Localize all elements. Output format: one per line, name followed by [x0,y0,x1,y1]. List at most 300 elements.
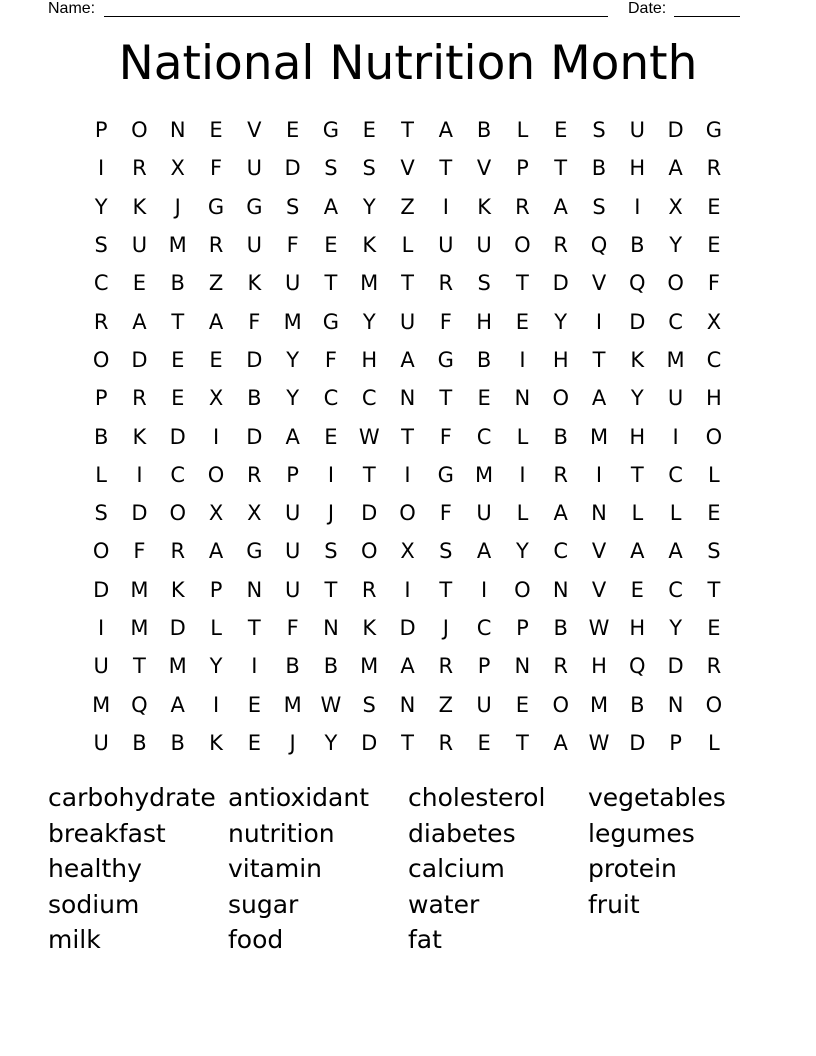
grid-letter: L [210,616,222,640]
grid-letter: U [476,501,492,526]
grid-letter: A [476,539,492,564]
word-bank-item: nutrition [228,818,335,848]
grid-letter: B [630,692,645,717]
word-bank-item: fruit [588,889,640,919]
grid-letter: D [552,271,569,296]
word-bank-item: calcium [408,854,505,883]
grid-letter: M [130,616,149,640]
grid-letter: R [553,462,568,487]
grid-letter: G [246,539,263,564]
grid-letter: S [592,118,606,143]
grid-letter: B [170,271,185,296]
grid-letter: D [93,577,110,602]
grid-letter: Q [131,692,148,717]
grid-letter: P [516,616,529,640]
grid-letter: I [251,654,258,679]
grid-letter: E [477,730,491,755]
grid-letter: L [669,501,682,526]
grid-letter: L [95,462,107,487]
grid-letter: U [667,386,684,411]
grid-letter: U [284,501,301,526]
grid-letter: C [668,577,683,602]
grid-letter: B [285,654,300,679]
grid-letter: S [324,539,338,564]
grid-letter: T [401,730,414,755]
grid-letter: U [399,309,416,334]
grid-letter: M [475,462,494,487]
grid-letter: T [516,271,529,296]
grid-letter: B [553,616,568,640]
grid-letter: D [629,309,646,334]
grid-letter: R [553,233,568,258]
grid-letter: J [327,501,335,526]
grid-letter: I [481,577,488,602]
grid-letter: N [667,692,684,717]
grid-letter: X [208,501,224,526]
grid-letter: Q [629,271,646,296]
grid-letter: H [629,616,646,640]
grid-letter: U [93,730,109,755]
grid-letter: E [209,347,223,372]
grid-letter: C [668,462,683,487]
grid-letter: Y [209,654,223,679]
grid-row [82,149,733,187]
grid-row [82,571,733,609]
grid-letter: E [515,692,530,717]
grid-letter: D [361,501,378,526]
grid-letter: A [400,347,415,372]
grid-letter: A [553,194,568,219]
grid-letter: E [707,501,721,526]
grid-letter: T [401,424,414,449]
grid-letter: D [169,616,186,640]
grid-letter: I [98,616,105,640]
grid-letter: B [247,386,262,411]
grid-letter: E [209,118,223,143]
grid-letter: I [212,424,220,449]
grid-letter: D [361,730,378,755]
grid-letter: M [283,692,302,717]
grid-letter: R [208,233,224,258]
grid-letter: B [170,730,185,755]
grid-letter: Y [630,386,644,411]
grid-letter: X [400,539,415,564]
grid-letter: V [591,539,607,564]
grid-letter: T [171,309,185,334]
grid-letter: F [439,309,452,334]
grid-letter: Y [94,194,108,219]
grid-letter: J [442,616,449,640]
grid-letter: G [322,309,340,334]
grid-letter: K [170,577,185,602]
grid-letter: V [591,271,607,296]
grid-letter: W [588,616,610,640]
grid-letter: G [322,118,340,143]
grid-letter: X [706,309,722,334]
grid-letter: R [438,654,454,679]
grid-letter: T [592,347,606,372]
grid-letter: T [439,156,453,181]
grid-letter: D [246,424,263,449]
grid-letter: I [634,194,641,219]
grid-letter: U [284,539,301,564]
grid-letter: E [554,118,568,143]
grid-letter: P [94,386,108,411]
name-line [104,16,608,17]
grid-letter: N [514,386,531,411]
name-label: Name: [48,0,96,17]
grid-row [82,456,733,494]
grid-letter: B [553,424,568,449]
grid-letter: P [94,118,108,143]
grid-letter: N [399,386,416,411]
grid-letter: T [554,156,568,181]
word-bank-item: legumes [588,818,695,848]
grid-letter: E [707,616,721,640]
grid-letter: Z [400,194,415,219]
grid-letter: W [320,692,342,717]
grid-letter: X [668,194,683,219]
grid-letter: O [552,692,569,717]
grid-letter: T [324,271,338,296]
date-line [674,16,740,17]
grid-letter: O [667,271,684,296]
grid-letter: C [553,539,569,564]
grid-letter: K [209,730,223,755]
grid-letter: S [94,233,108,258]
grid-letter: Q [590,233,608,258]
grid-letter: E [707,194,721,219]
grid-letter: J [289,730,296,755]
grid-letter: M [130,577,149,602]
grid-letter: V [400,156,415,181]
grid-letter: G [207,194,225,219]
grid-letter: T [133,654,146,679]
grid-letter: N [591,501,607,526]
grid-letter: F [133,539,146,564]
grid-letter: U [438,233,454,258]
grid-letter: B [476,118,492,143]
grid-letter: F [209,156,223,181]
grid-letter: R [132,156,147,181]
grid-letter: I [136,462,143,487]
grid-row [82,188,733,226]
grid-letter: L [516,501,529,526]
grid-row [82,609,733,647]
grid-letter: N [399,692,416,717]
grid-letter: I [98,156,105,181]
grid-letter: H [552,347,569,372]
grid-letter: F [286,616,299,640]
grid-letter: C [476,616,492,640]
grid-letter: I [212,692,220,717]
grid-letter: V [247,118,262,143]
grid-letter: O [514,577,531,602]
grid-letter: O [705,424,723,449]
grid-letter: T [401,118,414,143]
grid-letter: S [707,539,721,564]
grid-letter: E [171,386,185,411]
grid-letter: D [246,347,263,372]
grid-letter: U [284,271,301,296]
grid-letter: S [324,156,338,181]
grid-letter: K [132,424,147,449]
grid-letter: R [93,309,109,334]
grid-letter: N [552,577,569,602]
grid-letter: D [131,347,148,372]
grid-letter: U [246,156,263,181]
grid-letter: E [324,424,338,449]
grid-letter: Y [554,309,568,334]
word-bank-item: protein [588,854,677,883]
grid-letter: N [323,616,339,640]
grid-letter: B [93,424,109,449]
grid-letter: C [170,462,186,487]
grid-letter: A [553,501,568,526]
grid-letter: T [362,462,376,487]
grid-letter: T [439,577,453,602]
grid-letter: L [516,118,529,143]
grid-letter: Y [669,233,683,258]
grid-letter: S [94,501,108,526]
grid-letter: O [514,233,531,258]
grid-letter: L [708,462,720,487]
grid-letter: J [174,194,181,219]
grid-letter: Y [286,347,300,372]
grid-letter: C [361,386,377,411]
grid-letter: C [93,271,109,296]
grid-letter: A [132,309,147,334]
grid-letter: E [707,233,721,258]
grid-letter: F [707,271,720,296]
grid-letter: R [515,194,530,219]
grid-letter: A [208,309,224,334]
grid-letter: Z [208,271,224,296]
word-bank-item: healthy [48,854,142,883]
grid-letter: Z [438,692,454,717]
grid-letter: P [286,462,299,487]
grid-letter: B [476,347,492,372]
grid-letter: E [324,233,338,258]
grid-letter: X [170,156,185,181]
grid-letter: M [666,347,685,372]
grid-letter: O [399,501,416,526]
grid-row [82,647,733,685]
grid-letter: E [285,118,300,143]
grid-letter: E [477,386,491,411]
grid-letter: R [438,730,454,755]
grid-letter: B [323,654,339,679]
worksheet-header [0,0,816,20]
grid-letter: Y [286,386,300,411]
grid-letter: S [477,271,491,296]
grid-letter: U [246,233,263,258]
grid-letter: H [476,309,493,334]
grid-letter: R [361,577,377,602]
grid-letter: N [514,654,531,679]
grid-letter: T [707,577,721,602]
grid-letter: T [324,577,338,602]
grid-letter: A [208,539,224,564]
grid-letter: Y [324,730,338,755]
grid-letter: T [630,462,644,487]
grid-row [82,379,733,417]
grid-letter: S [439,539,453,564]
grid-letter: W [358,424,380,449]
grid-letter: A [630,539,645,564]
grid-row [82,724,733,762]
grid-letter: V [476,156,492,181]
grid-letter: I [595,462,603,487]
grid-letter: A [323,194,339,219]
grid-letter: R [706,156,722,181]
grid-letter: S [592,194,606,219]
grid-row [82,111,733,149]
grid-letter: D [399,616,416,640]
grid-letter: K [362,616,377,640]
grid-letter: I [404,462,411,487]
grid-letter: H [629,424,646,449]
grid-letter: Y [669,616,683,640]
grid-letter: I [442,194,449,219]
grid-row [82,226,733,264]
grid-letter: I [519,347,526,372]
grid-letter: A [170,692,185,717]
word-bank-item: carbohydrate [48,783,216,812]
grid-letter: U [131,233,148,258]
grid-letter: N [169,118,186,143]
grid-letter: Y [362,309,376,334]
grid-letter: P [516,156,529,181]
grid-letter: V [591,577,607,602]
grid-letter: M [360,271,379,296]
word-bank-item: food [228,925,284,954]
grid-letter: K [247,271,262,296]
grid-letter: M [589,424,609,449]
grid-letter: G [705,118,723,143]
grid-letter: O [705,692,723,717]
grid-letter: T [516,730,529,755]
grid-letter: N [246,577,263,602]
grid-letter: G [437,347,454,372]
grid-letter: K [362,233,377,258]
grid-letter: U [284,577,301,602]
grid-letter: E [515,309,530,334]
grid-letter: U [476,233,492,258]
grid-letter: E [132,271,147,296]
word-bank-item: cholesterol [408,783,546,812]
grid-letter: A [553,730,568,755]
grid-letter: S [362,156,376,181]
grid-letter: F [286,233,299,258]
grid-letter: D [667,118,684,143]
grid-letter: U [476,692,492,717]
word-bank-item: water [408,889,480,919]
grid-letter: R [553,654,568,679]
grid-row [82,685,733,723]
grid-row [82,302,733,340]
grid-letter: E [247,730,261,755]
page-title: National Nutrition Month [118,36,698,91]
grid-letter: L [631,501,644,526]
grid-letter: D [667,654,684,679]
word-bank-item: vegetables [588,783,726,812]
grid-letter: L [708,730,720,755]
grid-letter: B [591,156,607,181]
grid-letter: L [516,424,529,449]
grid-letter: O [131,118,148,143]
grid-letter: H [706,386,722,411]
grid-letter: H [361,347,378,372]
grid-letter: O [169,501,186,526]
grid-letter: G [437,462,454,487]
grid-letter: O [92,539,110,564]
grid-letter: R [706,654,722,679]
grid-letter: T [247,616,261,640]
grid-letter: U [93,654,109,679]
grid-letter: P [209,577,223,602]
grid-letter: W [588,730,610,755]
grid-letter: M [168,654,187,679]
grid-letter: A [438,118,453,143]
grid-letter: C [668,309,683,334]
grid-letter: F [248,309,261,334]
grid-letter: D [131,501,148,526]
grid-letter: O [92,347,110,372]
grid-letter: M [283,309,302,334]
grid-letter: K [132,194,147,219]
grid-letter: O [552,386,569,411]
grid-letter: A [285,424,300,449]
grid-letter: R [170,539,186,564]
word-bank-item: fat [408,925,442,954]
grid-letter: A [591,386,607,411]
grid-letter: I [595,309,603,334]
grid-row [82,264,733,302]
grid-letter: E [247,692,261,717]
grid-row [82,532,733,570]
grid-letter: Q [629,654,646,679]
grid-letter: I [404,577,411,602]
word-bank-item: milk [48,925,101,954]
grid-letter: O [360,539,378,564]
grid-letter: E [362,118,376,143]
grid-letter: P [477,654,491,679]
grid-letter: H [629,156,646,181]
grid-letter: U [629,118,645,143]
grid-letter: X [247,501,262,526]
grid-letter: P [669,730,682,755]
grid-letter: O [207,462,225,487]
grid-letter: S [285,194,300,219]
grid-row [82,417,733,455]
grid-letter: G [246,194,263,219]
grid-letter: R [438,271,454,296]
word-bank-item: antioxidant [228,783,370,812]
grid-letter: K [477,194,491,219]
grid-letter: A [400,654,415,679]
grid-letter: D [629,730,646,755]
grid-letter: C [706,347,722,372]
grid-letter: B [630,233,645,258]
grid-letter: S [362,692,376,717]
grid-letter: T [439,386,453,411]
word-bank-item: breakfast [48,818,166,848]
grid-row [82,341,733,379]
grid-letter: M [360,654,379,679]
grid-letter: H [591,654,607,679]
grid-letter: X [208,386,224,411]
